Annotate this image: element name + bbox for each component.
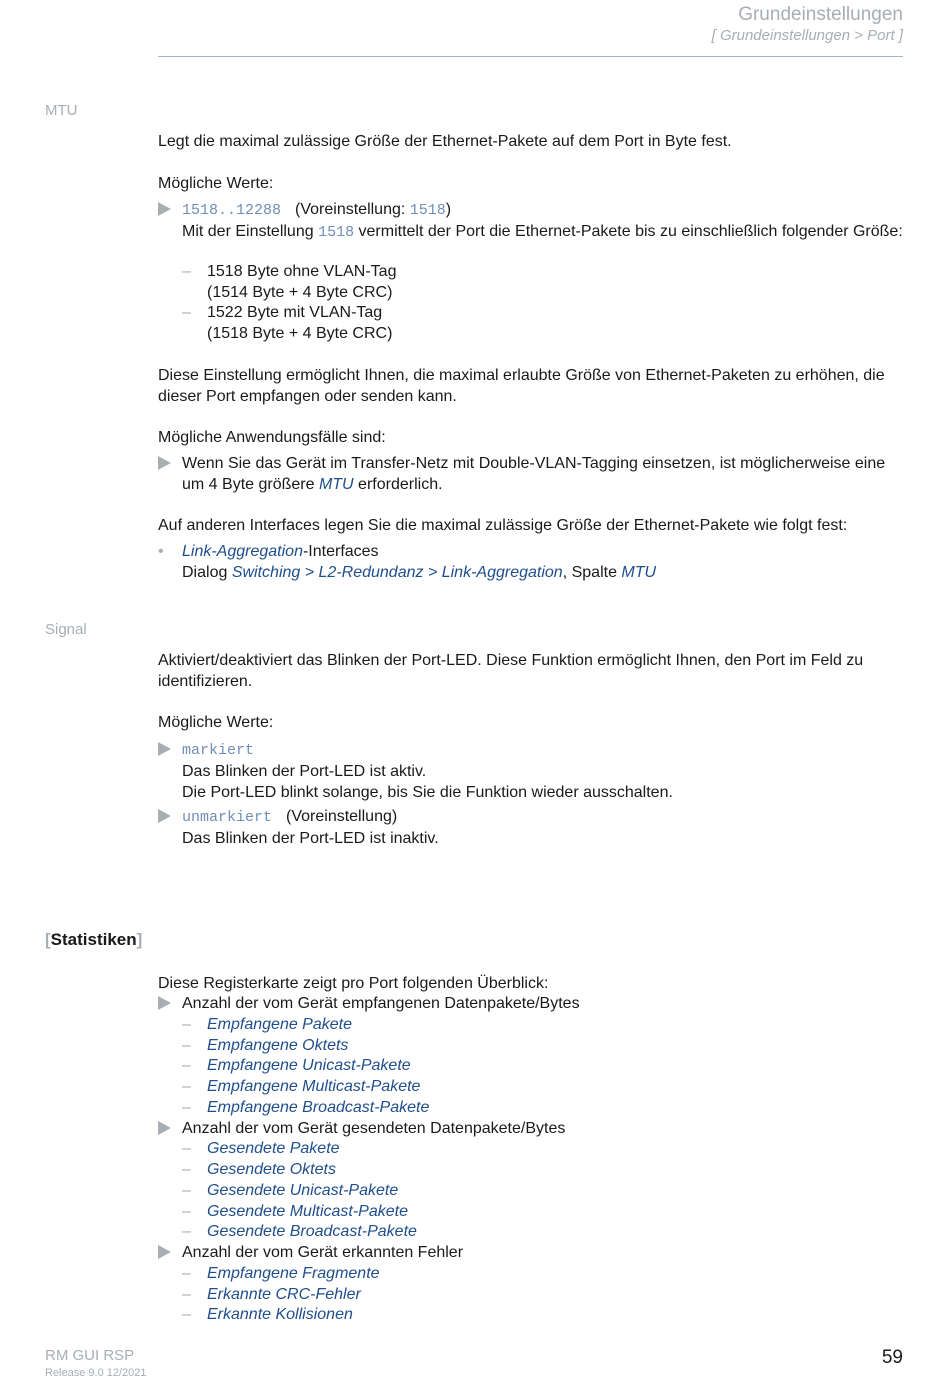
stats-item[interactable]: Empfangene Multicast-Pakete (207, 1078, 421, 1095)
page-number: 59 (881, 1347, 903, 1368)
mtu-intro: Legt die maximal zulässige Größe der Ethernet-Pakete auf dem Port in Byte fest. (158, 133, 732, 150)
bracket-open: [ (45, 930, 51, 949)
size-item-1-line2: (1514 Byte + 4 Byte CRC) (207, 284, 393, 301)
stats-group-received (158, 993, 908, 1014)
statistics-heading (45, 930, 142, 950)
dash-bullet-icon: – (182, 1182, 191, 1199)
signal-marked-item (158, 739, 908, 803)
signal-unmarked-line1: Das Blinken der Port-LED ist inaktiv. (182, 830, 439, 847)
dash-bullet-icon: – (182, 1140, 191, 1157)
mtu-default-value: 1518 (409, 202, 446, 219)
statistics-intro: Diese Registerkarte zeigt pro Port folgenden Überblick: (158, 975, 549, 992)
size-item-2-line2: (1518 Byte + 4 Byte CRC) (207, 325, 393, 342)
dash-bullet-icon: – (182, 1016, 191, 1033)
stats-item[interactable]: Empfangene Unicast-Pakete (207, 1057, 411, 1074)
stats-item[interactable]: Gesendete Broadcast-Pakete (207, 1223, 417, 1240)
dash-bullet-icon: – (182, 1078, 191, 1095)
dash-bullet-icon: – (182, 1057, 191, 1074)
stats-item[interactable]: Gesendete Multicast-Pakete (207, 1203, 408, 1220)
header-divider (158, 56, 903, 57)
dash-bullet-icon: – (182, 1223, 191, 1240)
stats-group-title: Anzahl der vom Gerät gesendeten Datenpakete/Bytes (182, 1120, 566, 1137)
link-aggregation-link[interactable]: Link-Aggregation (182, 543, 303, 560)
dash-bullet-icon: – (182, 304, 191, 321)
size-item-1-line1: 1518 Byte ohne VLAN-Tag (207, 263, 397, 280)
stats-item[interactable]: Empfangene Broadcast-Pakete (207, 1099, 430, 1116)
dash-bullet-icon: – (182, 1203, 191, 1220)
mtu-possible-values: Mögliche Werte: (158, 175, 274, 192)
signal-unmarked-default: (Voreinstellung) (286, 808, 398, 825)
mtu-desc-value: 1518 (318, 224, 355, 241)
stats-group-title: Anzahl der vom Gerät empfangenen Datenpakete/Bytes (182, 995, 580, 1012)
stats-item[interactable]: Gesendete Pakete (207, 1140, 340, 1157)
size-item-2-line1: 1522 Byte mit VLAN-Tag (207, 304, 383, 321)
dash-bullet-icon: – (182, 263, 191, 280)
la-suffix: -Interfaces (302, 543, 379, 560)
mtu-label: MTU (45, 102, 78, 119)
footer-doc-name: RM GUI RSP (45, 1347, 135, 1364)
signal-intro: Aktiviert/deaktiviert das Blinken der Port-LED. Diese Funktion ermöglicht Ihnen, den Port im Feld zu identifizieren. (158, 652, 864, 690)
stats-item[interactable]: Erkannte Kollisionen (207, 1306, 353, 1323)
dash-bullet-icon: – (182, 1099, 191, 1116)
triangle-bullet-icon (158, 996, 171, 1010)
mtu-usecases-heading: Mögliche Anwendungsfälle sind: (158, 429, 386, 446)
stats-item[interactable]: Gesendete Unicast-Pakete (207, 1182, 399, 1199)
column-mtu-link[interactable]: MTU (621, 564, 657, 581)
usecase-mtu-link[interactable]: MTU (318, 476, 354, 493)
mtu-usecase-item (158, 453, 908, 495)
mtu-default-open: (Voreinstellung: (295, 201, 410, 218)
mtu-range-value: 1518..12288 (182, 202, 282, 219)
triangle-bullet-icon (158, 742, 171, 756)
signal-possible-values: Mögliche Werte: (158, 714, 274, 731)
mtu-default-close: ) (445, 201, 452, 218)
stats-group-title: Anzahl der vom Gerät erkannten Fehler (182, 1244, 464, 1261)
mtu-increase-text: Diese Einstellung ermöglicht Ihnen, die maximal erlaubte Größe von Ethernet-Paketen zu erhöhen, die dieser Port empfangen oder senden kann. (158, 367, 885, 405)
footer-release: Release 9.0 12/2021 (45, 1367, 147, 1379)
header-title: Grundeinstellungen (738, 4, 903, 25)
dash-bullet-icon: – (182, 1161, 191, 1178)
triangle-bullet-icon (158, 809, 171, 823)
signal-marked-line2: Die Port-LED blinkt solange, bis Sie die Funktion wieder ausschalten. (182, 784, 673, 801)
dash-bullet-icon: – (182, 1306, 191, 1323)
dash-bullet-icon: – (182, 1265, 191, 1282)
signal-unmarked-item (158, 806, 908, 849)
stats-item[interactable]: Erkannte CRC-Fehler (207, 1286, 361, 1303)
breadcrumb: [ Grundeinstellungen > Port ] (711, 27, 903, 44)
column-prefix: , Spalte (562, 564, 622, 581)
dash-bullet-icon: – (182, 1037, 191, 1054)
triangle-bullet-icon (158, 456, 171, 470)
mtu-range-item (158, 199, 908, 243)
usecase-text-b: erforderlich. (353, 476, 443, 493)
triangle-bullet-icon (158, 1245, 171, 1259)
signal-unmarked-value: unmarkiert (182, 809, 273, 826)
signal-marked-value: markiert (182, 742, 255, 759)
mtu-other-interfaces: Auf anderen Interfaces legen Sie die maximal zulässige Größe der Ethernet-Pakete wie folgt fest: (158, 517, 848, 534)
mtu-desc-b: vermittelt der Port die Ethernet-Pakete bis zu einschließlich folgender Größe: (354, 223, 903, 240)
stats-item[interactable]: Empfangene Pakete (207, 1016, 352, 1033)
statistics-title: Statistiken (50, 930, 137, 949)
triangle-bullet-icon (158, 1121, 171, 1135)
dot-bullet-icon: • (158, 543, 164, 560)
signal-marked-line1: Das Blinken der Port-LED ist aktiv. (182, 763, 427, 780)
stats-item[interactable]: Gesendete Oktets (207, 1161, 336, 1178)
triangle-bullet-icon (158, 202, 171, 216)
la-item (182, 541, 656, 583)
stats-item[interactable]: Empfangene Fragmente (207, 1265, 380, 1282)
bracket-close: ] (136, 930, 143, 949)
mtu-desc-a: Mit der Einstellung (182, 223, 319, 240)
dash-bullet-icon: – (182, 1286, 191, 1303)
dialog-path-link[interactable]: Switching > L2-Redundanz > Link-Aggregation (231, 564, 563, 581)
signal-label: Signal (45, 621, 87, 638)
stats-item[interactable]: Empfangene Oktets (207, 1037, 349, 1054)
dialog-prefix: Dialog (182, 564, 232, 581)
stats-group-errors (158, 1242, 908, 1263)
stats-group-sent (158, 1118, 908, 1139)
usecase-text-a: Wenn Sie das Gerät im Transfer-Netz mit Double-VLAN-Tagging einsetzen, ist möglicherweise eine um 4 Byte größere (182, 455, 886, 493)
